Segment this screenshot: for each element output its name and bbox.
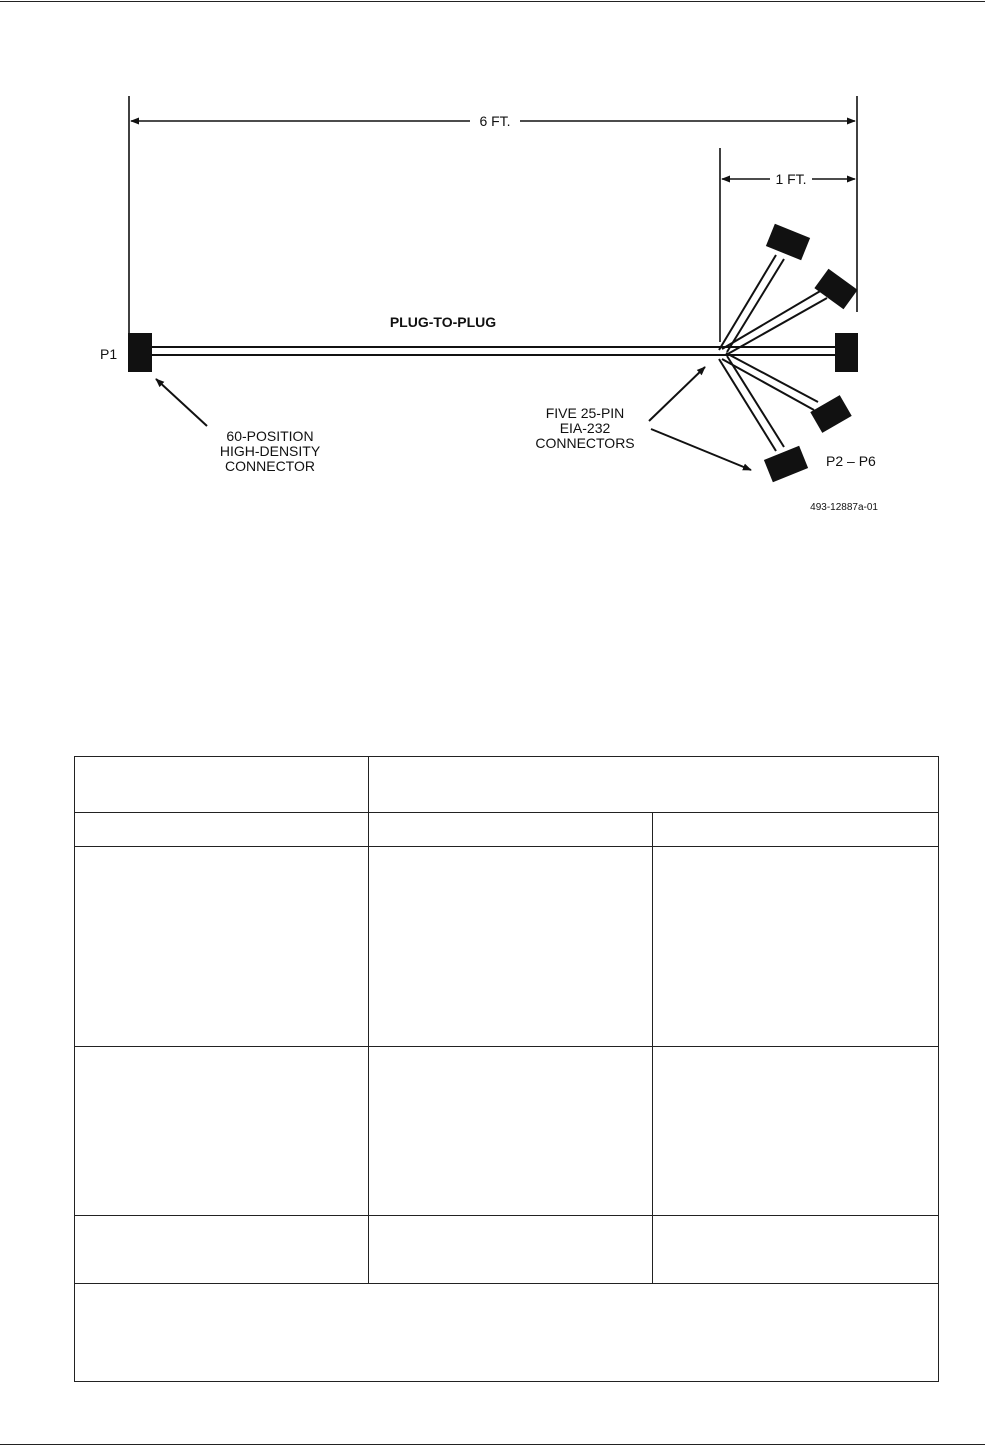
svg-text:FIVE 25-PIN bbox=[546, 405, 625, 421]
p-connector-upper-right bbox=[814, 269, 857, 310]
table-row bbox=[75, 757, 939, 813]
breakout-desc-line2: EIA-232 bbox=[559, 420, 611, 436]
svg-text:CONNECTOR bbox=[225, 458, 315, 474]
table-row bbox=[75, 1283, 939, 1381]
dim-breakout-label: 1 FT. bbox=[775, 171, 807, 187]
p1-desc-line1: 60-POSITION bbox=[226, 428, 314, 444]
table-row bbox=[75, 813, 939, 847]
table-cell bbox=[75, 813, 369, 847]
table-row bbox=[75, 847, 939, 1047]
table-cell bbox=[369, 1047, 653, 1215]
cable-diagram bbox=[0, 0, 985, 560]
table-cell bbox=[653, 1047, 939, 1215]
svg-text:EIA-232 bbox=[560, 420, 611, 436]
table-cell bbox=[369, 757, 939, 813]
breakout-leader-up bbox=[649, 367, 705, 421]
table-cell bbox=[369, 813, 653, 847]
table-cell bbox=[75, 1283, 939, 1381]
bottom-rule bbox=[0, 1444, 985, 1445]
p-connector-top bbox=[766, 224, 810, 260]
p2-p6-label: P2 – P6 bbox=[826, 453, 876, 469]
table-cell bbox=[653, 847, 939, 1047]
cable-type-label: PLUG-TO-PLUG bbox=[389, 314, 497, 330]
svg-text:CONNECTORS bbox=[535, 435, 634, 451]
table-cell bbox=[75, 847, 369, 1047]
table-cell bbox=[75, 1215, 369, 1283]
svg-text:60-POSITION bbox=[226, 428, 313, 444]
branch-top-a bbox=[719, 255, 776, 350]
breakout-desc-line1: FIVE 25-PIN bbox=[545, 405, 625, 421]
table-cell bbox=[75, 1047, 369, 1215]
table-row bbox=[75, 1047, 939, 1215]
p1-leader-arrow bbox=[156, 379, 207, 426]
breakout-desc-line3: CONNECTORS bbox=[535, 435, 635, 451]
p-connector-bottom bbox=[764, 446, 808, 482]
dim-overall-label: 6 FT. bbox=[479, 113, 511, 129]
table-cell bbox=[653, 813, 939, 847]
p1-label: P1 bbox=[100, 346, 118, 362]
table-cell bbox=[369, 847, 653, 1047]
p-connector-straight bbox=[835, 333, 858, 372]
p1-desc-line2: HIGH-DENSITY bbox=[219, 443, 321, 459]
table-row bbox=[75, 1215, 939, 1283]
spec-table bbox=[74, 756, 939, 1382]
breakout-leader-down bbox=[651, 429, 751, 470]
figure-id: 493-12887a-01 bbox=[810, 502, 878, 513]
svg-text:HIGH-DENSITY bbox=[220, 443, 321, 459]
table-cell bbox=[653, 1215, 939, 1283]
table-cell bbox=[75, 757, 369, 813]
p1-connector bbox=[128, 333, 152, 372]
p1-desc-line3: CONNECTOR bbox=[225, 458, 315, 474]
table-cell bbox=[369, 1215, 653, 1283]
